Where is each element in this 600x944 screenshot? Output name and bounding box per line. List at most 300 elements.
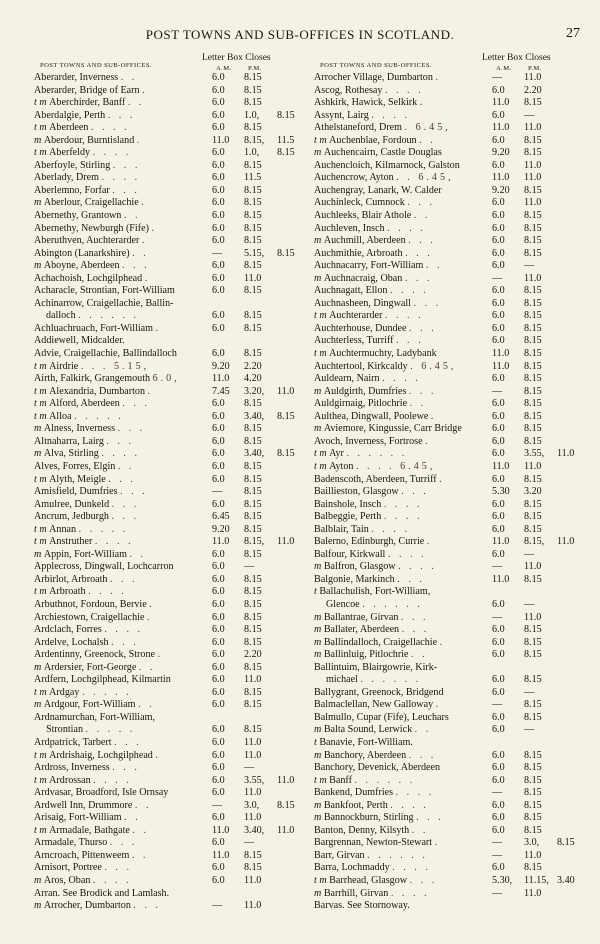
am-closing-time: 6.0 bbox=[492, 322, 505, 334]
leader-dots: . . . . . bbox=[74, 410, 124, 422]
am-closing-time: 6.0 bbox=[492, 134, 505, 146]
pm-closing-time: — bbox=[524, 686, 535, 698]
pm-closing-time: 8.15 bbox=[244, 498, 262, 510]
table-row bbox=[314, 499, 596, 512]
leader-dots: . . bbox=[132, 247, 149, 259]
office-name: Archiestown, Craigellachie bbox=[34, 611, 145, 623]
leader-dots: . bbox=[157, 649, 164, 661]
table-row bbox=[314, 85, 596, 98]
leader-dots: . . . bbox=[397, 573, 425, 585]
office-type-marker: m bbox=[314, 561, 324, 573]
leader-dots: . . . . bbox=[387, 548, 427, 560]
am-closing-time: — bbox=[212, 900, 223, 912]
am-closing-time: — bbox=[492, 611, 503, 623]
office-type-marker: m bbox=[34, 197, 44, 209]
leader-dots: . . bbox=[117, 460, 135, 472]
pm-closing-time: 8.15 bbox=[524, 435, 542, 447]
office-type-marker: m bbox=[314, 235, 324, 247]
leader-dots: . . . . bbox=[383, 511, 423, 523]
pm-closing-time: — bbox=[244, 837, 255, 849]
table-row bbox=[34, 687, 316, 700]
pm-closing-time: 11.0 bbox=[244, 875, 262, 886]
am-closing-time: 5.30 bbox=[492, 486, 510, 498]
pm-closing-time: 8.15 bbox=[524, 511, 542, 523]
am-closing-time: 6.0 bbox=[212, 348, 225, 360]
pm-closing-time: 8.15 bbox=[244, 159, 262, 171]
table-row bbox=[34, 586, 316, 599]
am-closing-time: 6.0 bbox=[212, 762, 225, 774]
leader-dots: . . . bbox=[408, 749, 437, 761]
table-row bbox=[34, 398, 316, 411]
am-closing-time: — bbox=[492, 837, 503, 849]
leader-dots: . . . . bbox=[382, 373, 421, 385]
pm-closing-time: 2.20 bbox=[244, 360, 262, 372]
leader-dots: . bbox=[439, 636, 446, 648]
office-name: Ardclach, Forres bbox=[34, 624, 102, 636]
am-closing-time: 6.0 bbox=[212, 837, 225, 849]
pm-closing-time: 8.15 bbox=[244, 222, 262, 234]
am-closing-time: 6.0 bbox=[212, 272, 225, 284]
pm-closing-time: — bbox=[524, 548, 535, 560]
table-row bbox=[314, 160, 596, 173]
leader-dots: . . . . 6.45, bbox=[355, 460, 436, 472]
office-type-marker: t m bbox=[34, 147, 50, 159]
office-type-marker: t bbox=[314, 736, 320, 748]
office-name: Barvas. See Stornoway. bbox=[314, 900, 410, 912]
office-type-marker: m bbox=[314, 636, 324, 648]
table-row bbox=[314, 850, 596, 863]
office-name: Arrocher, Dumbarton bbox=[43, 900, 131, 912]
office-type-marker: m bbox=[314, 423, 324, 435]
office-name: Auchleeks, Blair Athole bbox=[314, 210, 412, 222]
extra-closing-time: 11.0 bbox=[557, 448, 575, 460]
am-closing-time: 6.0 bbox=[492, 473, 505, 485]
leader-dots: . bbox=[149, 598, 155, 610]
am-closing-time: 6.0 bbox=[492, 197, 505, 209]
table-row bbox=[314, 900, 596, 913]
am-closing-time: 11.0 bbox=[212, 536, 230, 548]
pm-closing-time: 8.15 bbox=[524, 636, 542, 648]
office-type-marker: m bbox=[314, 385, 324, 397]
pm-closing-time: — bbox=[524, 598, 535, 610]
office-name: Advie, Craigellachie, Ballindalloch bbox=[34, 348, 177, 360]
pm-closing-time: — bbox=[524, 109, 535, 121]
office-name: Ballygrant, Greenock, Bridgend bbox=[314, 686, 444, 698]
leader-dots: . . bbox=[127, 97, 145, 109]
extra-closing-time: 11.5 bbox=[277, 134, 295, 146]
pm-closing-time: 8.15 bbox=[524, 398, 542, 410]
am-closing-time: 6.0 bbox=[212, 72, 225, 83]
table-row bbox=[314, 448, 596, 461]
am-closing-time: 6.0 bbox=[212, 674, 225, 686]
office-type-marker: m bbox=[314, 649, 324, 661]
am-closing-time: 6.0 bbox=[492, 824, 505, 836]
am-closing-time: 6.0 bbox=[492, 109, 505, 121]
office-type-marker: t m bbox=[34, 586, 50, 598]
table-row bbox=[34, 273, 316, 286]
am-closing-time: 6.0 bbox=[212, 774, 225, 786]
am-closing-time: 9.20 bbox=[492, 147, 510, 159]
am-closing-time: 6.0 bbox=[212, 159, 225, 171]
am-closing-time: 6.0 bbox=[212, 210, 225, 222]
office-name: Achluachruach, Fort-William bbox=[34, 322, 153, 334]
office-name: Armadale, Bathgate bbox=[49, 824, 130, 836]
table-row bbox=[34, 423, 316, 436]
office-name: Arisaig, Fort-William bbox=[34, 812, 122, 824]
am-closing-time: 11.0 bbox=[492, 573, 510, 585]
pm-closing-time: 11.0 bbox=[524, 197, 542, 209]
table-row bbox=[314, 612, 596, 625]
office-name: Ardrossan bbox=[49, 774, 91, 786]
leader-dots: . . . bbox=[120, 486, 148, 498]
table-row bbox=[314, 888, 596, 901]
table-row bbox=[34, 210, 316, 223]
office-name: Ballantrae, Girvan bbox=[323, 611, 399, 623]
table-row bbox=[314, 486, 596, 499]
am-closing-time: 11.0 bbox=[212, 849, 230, 861]
office-name: Ardross, Inverness bbox=[34, 762, 110, 774]
pm-closing-time: 2.20 bbox=[244, 649, 262, 661]
leader-dots: . . bbox=[134, 799, 152, 811]
leader-dots: . bbox=[430, 410, 437, 422]
left-column bbox=[34, 50, 316, 913]
table-row bbox=[314, 411, 596, 424]
office-name: Auchtertool, Kirkcaldy bbox=[314, 360, 408, 372]
pm-closing-time: 8.15 bbox=[524, 335, 542, 347]
am-closing-time: 6.0 bbox=[212, 285, 225, 297]
table-row bbox=[314, 549, 596, 562]
leader-dots: . . . 5.15, bbox=[80, 360, 150, 372]
pm-closing-time: 5.15, bbox=[244, 247, 265, 259]
pm-closing-time: 11.0 bbox=[524, 159, 542, 171]
table-row bbox=[34, 649, 316, 662]
office-type-marker: m bbox=[34, 875, 44, 886]
office-name: Assynt, Lairg bbox=[314, 109, 369, 121]
table-row bbox=[34, 825, 316, 838]
office-name: Aberlady, Drem bbox=[34, 172, 99, 184]
am-closing-time: 6.0 bbox=[492, 310, 505, 322]
am-closing-time: 6.0 bbox=[492, 260, 505, 272]
office-name: michael bbox=[326, 674, 358, 686]
pm-closing-time: 8.15 bbox=[524, 310, 542, 322]
office-name: Arrocher Village, Dumbarton bbox=[314, 72, 433, 83]
office-name: Auchnacraig, Oban bbox=[323, 272, 403, 284]
table-row bbox=[314, 348, 596, 361]
table-row bbox=[34, 260, 316, 273]
leader-dots: . bbox=[141, 197, 147, 209]
pm-closing-time: — bbox=[524, 260, 535, 272]
office-name: Ardnamurchan, Fort-William, bbox=[34, 711, 155, 723]
office-type-marker: t m bbox=[314, 875, 330, 886]
pm-closing-time: 8.15 bbox=[524, 699, 542, 711]
leader-dots: . . . bbox=[108, 473, 136, 485]
pm-closing-time: 8.15, bbox=[244, 134, 265, 146]
pm-closing-time: 8.15 bbox=[244, 197, 262, 209]
leader-dots: . bbox=[142, 84, 148, 96]
am-closing-time: 6.0 bbox=[212, 222, 225, 234]
am-closing-time: — bbox=[492, 849, 503, 861]
leader-dots: . . . . bbox=[383, 498, 423, 510]
office-name: Abernethy, Newburgh (Fife) bbox=[34, 222, 149, 234]
leader-dots: . . bbox=[419, 134, 436, 146]
leader-dots: . . . . . . bbox=[367, 849, 428, 861]
pm-closing-time: 3.0, bbox=[244, 799, 260, 811]
table-row bbox=[314, 323, 596, 336]
pm-closing-time: 8.15 bbox=[524, 799, 542, 811]
office-name: Athelstaneford, Drem bbox=[314, 122, 403, 134]
extra-closing-time: 11.0 bbox=[277, 774, 295, 786]
office-name: Aboyne, Aberdeen bbox=[43, 260, 120, 272]
office-name: Balerno, Edinburgh, Currie bbox=[314, 536, 425, 548]
table-row bbox=[34, 699, 316, 712]
leader-dots: . bbox=[426, 536, 433, 548]
pm-closing-time: 8.15 bbox=[244, 235, 262, 247]
pm-closing-time: 3.40, bbox=[244, 824, 265, 836]
table-row bbox=[34, 474, 316, 487]
office-type-marker: t m bbox=[314, 310, 330, 322]
pm-closing-time: 8.15 bbox=[244, 699, 262, 711]
table-row bbox=[34, 160, 316, 173]
pm-closing-time: 8.15 bbox=[524, 360, 542, 372]
office-type-marker: t m bbox=[34, 398, 50, 410]
leader-dots: 6.0, bbox=[152, 373, 180, 385]
column-header-left bbox=[34, 50, 316, 72]
am-closing-time: 6.0 bbox=[212, 573, 225, 585]
leader-dots: . bbox=[435, 699, 442, 711]
table-row bbox=[314, 724, 596, 737]
office-name: Ardgour, Fort-William bbox=[43, 699, 136, 711]
office-name: Banton, Denny, Kilsyth bbox=[314, 824, 410, 836]
office-name: Balgonie, Markinch bbox=[314, 573, 395, 585]
office-name: Auchencairn, Castle Douglas bbox=[323, 147, 442, 159]
office-type-marker: t m bbox=[34, 97, 50, 109]
office-name: Alford, Aberdeen bbox=[49, 398, 120, 410]
office-name: Balta Sound, Lerwick bbox=[323, 724, 413, 736]
pm-closing-time: 8.15 bbox=[524, 348, 542, 360]
am-closing-time: 6.0 bbox=[212, 97, 225, 109]
office-type-marker: m bbox=[34, 260, 44, 272]
leader-dots: . bbox=[439, 473, 445, 485]
pm-closing-time: 8.15 bbox=[524, 573, 542, 585]
office-type-marker: t m bbox=[34, 536, 50, 548]
am-closing-time: 6.0 bbox=[492, 686, 505, 698]
office-name: Arncroach, Pittenweem bbox=[34, 849, 130, 861]
table-row bbox=[34, 524, 316, 537]
pm-closing-time: 8.15 bbox=[244, 210, 262, 222]
leader-dots: . . . bbox=[112, 184, 140, 196]
am-closing-time: 6.0 bbox=[492, 523, 505, 535]
pm-closing-time: 8.15 bbox=[524, 862, 542, 874]
pm-closing-time: 8.15 bbox=[244, 348, 262, 360]
pm-closing-time: 8.15 bbox=[524, 385, 542, 397]
leader-dots: . . . . bbox=[104, 624, 144, 636]
table-row bbox=[34, 724, 316, 737]
leader-dots: . . . . bbox=[92, 875, 132, 886]
office-name: Alva, Stirling bbox=[43, 448, 99, 460]
am-closing-time: 11.0 bbox=[492, 122, 510, 134]
leader-dots: . . . . bbox=[384, 310, 424, 322]
leader-dots: . . . bbox=[404, 272, 433, 284]
am-closing-time: 6.0 bbox=[492, 624, 505, 636]
am-closing-time: 6.0 bbox=[492, 398, 505, 410]
table-row bbox=[34, 900, 316, 913]
leader-dots: . . . bbox=[408, 235, 436, 247]
office-name: Baillieston, Glasgow bbox=[314, 486, 399, 498]
office-name: Bainshole, Insch bbox=[314, 498, 382, 510]
table-row bbox=[314, 235, 596, 248]
pm-closing-time: 8.15 bbox=[244, 573, 262, 585]
am-closing-time: 6.0 bbox=[212, 310, 225, 322]
am-closing-time: — bbox=[492, 699, 503, 711]
office-type-marker: t m bbox=[34, 824, 50, 836]
office-type-marker: t m bbox=[34, 385, 50, 397]
table-row bbox=[314, 110, 596, 123]
pm-closing-time: 3.40, bbox=[244, 448, 265, 460]
office-name: Aberarder, Bridge of Earn bbox=[34, 84, 140, 96]
office-type-marker: m bbox=[314, 724, 324, 736]
leader-dots: . . . . bbox=[93, 774, 132, 786]
table-row bbox=[34, 612, 316, 625]
am-closing-time: 11.0 bbox=[212, 134, 230, 146]
office-name: Arnisort, Portree bbox=[34, 862, 102, 874]
office-name: Barra, Lochmaddy bbox=[314, 862, 390, 874]
leader-dots: . . . bbox=[122, 398, 150, 410]
am-closing-time: — bbox=[212, 799, 223, 811]
office-name: Ardpatrick, Tarbert bbox=[34, 736, 112, 748]
office-type-marker: m bbox=[34, 134, 44, 146]
table-row bbox=[34, 875, 316, 888]
leader-dots: . . . . bbox=[101, 172, 141, 184]
extra-closing-time: 8.15 bbox=[557, 837, 575, 849]
pm-closing-time: 8.15 bbox=[524, 711, 542, 723]
right-entry-list bbox=[314, 72, 596, 913]
pm-closing-time: — bbox=[244, 762, 255, 774]
am-closing-time: 9.20 bbox=[492, 184, 510, 196]
leader-dots: . . . . bbox=[94, 536, 134, 548]
office-name: Aviemore, Kingussie, Carr Bridge bbox=[323, 423, 462, 435]
office-name: Aberdour, Burntisland bbox=[43, 134, 135, 146]
office-name: Auchleven, Insch bbox=[314, 222, 385, 234]
pm-closing-time: 8.15 bbox=[524, 674, 542, 686]
table-row bbox=[34, 235, 316, 248]
office-name: Auchengray, Lanark, W. Calder bbox=[314, 184, 442, 196]
am-closing-time: 6.0 bbox=[212, 410, 225, 422]
office-type-marker: m bbox=[314, 812, 324, 824]
office-name: Ashkirk, Hawick, Selkirk bbox=[314, 97, 418, 109]
table-row bbox=[314, 875, 596, 888]
leader-dots: . 6.45, bbox=[404, 122, 451, 134]
office-name: Aberlemno, Forfar bbox=[34, 184, 110, 196]
am-closing-time: — bbox=[212, 247, 223, 259]
column-label-am: A.M. bbox=[496, 65, 512, 72]
am-closing-time: — bbox=[492, 561, 503, 573]
office-name: Aberfeldy bbox=[49, 147, 91, 159]
pm-closing-time: 8.15 bbox=[524, 749, 542, 761]
pm-closing-time: 8.15 bbox=[244, 548, 262, 560]
office-name: Bargrennan, Newton-Stewart bbox=[314, 837, 433, 849]
am-closing-time: 6.0 bbox=[492, 762, 505, 774]
column-label-letter-box: Letter Box Closes bbox=[202, 53, 271, 63]
pm-closing-time: 8.15 bbox=[244, 598, 262, 610]
table-row bbox=[314, 737, 596, 750]
pm-closing-time: 8.15 bbox=[244, 260, 262, 272]
leader-dots: . . . . bbox=[392, 862, 431, 874]
am-closing-time: 9.20 bbox=[212, 523, 230, 535]
column-label-letter-box: Letter Box Closes bbox=[482, 53, 551, 63]
table-row bbox=[314, 712, 596, 725]
pm-closing-time: 8.15 bbox=[244, 862, 262, 874]
leader-dots: . . . . bbox=[92, 147, 132, 159]
am-closing-time: 6.0 bbox=[212, 84, 225, 96]
pm-closing-time: 8.15 bbox=[244, 686, 262, 698]
table-row bbox=[314, 260, 596, 273]
am-closing-time: 6.0 bbox=[492, 410, 505, 422]
table-row bbox=[314, 649, 596, 662]
leader-dots: . bbox=[136, 134, 143, 146]
extra-closing-time: 8.15 bbox=[277, 247, 295, 259]
table-row bbox=[34, 448, 316, 461]
am-closing-time: 6.0 bbox=[492, 285, 505, 297]
am-closing-time: 6.0 bbox=[492, 373, 505, 385]
pm-closing-time: 8.15, bbox=[244, 536, 265, 548]
leader-dots: . . . bbox=[114, 736, 142, 748]
leader-dots: . . . . bbox=[371, 523, 410, 535]
office-type-marker: m bbox=[34, 699, 44, 711]
pm-closing-time: 8.15 bbox=[524, 649, 542, 661]
pm-closing-time: 11.0 bbox=[244, 674, 262, 686]
table-row bbox=[314, 775, 596, 788]
extra-closing-time: 8.15 bbox=[277, 448, 295, 460]
office-type-marker: t m bbox=[314, 448, 330, 460]
table-row bbox=[314, 361, 596, 374]
office-type-marker: m bbox=[314, 147, 324, 159]
table-row bbox=[314, 197, 596, 210]
am-closing-time: — bbox=[492, 887, 503, 899]
am-closing-time: 6.0 bbox=[492, 235, 505, 247]
pm-closing-time: 11.0 bbox=[524, 460, 542, 472]
am-closing-time: 6.0 bbox=[212, 699, 225, 711]
table-row bbox=[34, 197, 316, 210]
table-row bbox=[314, 373, 596, 386]
table-row bbox=[34, 536, 316, 549]
office-type-marker: t m bbox=[34, 410, 50, 422]
office-name: Aros, Oban bbox=[43, 875, 91, 886]
office-name: Arbroath bbox=[49, 586, 86, 598]
table-row bbox=[314, 273, 596, 286]
pm-closing-time: 11.0 bbox=[524, 272, 542, 284]
extra-closing-time: 3.40 bbox=[557, 875, 575, 886]
pm-closing-time: — bbox=[244, 561, 255, 573]
am-closing-time: 6.0 bbox=[212, 862, 225, 874]
pm-closing-time: 3.55, bbox=[524, 448, 545, 460]
pm-closing-time: 11.0 bbox=[244, 736, 262, 748]
am-closing-time: 6.0 bbox=[212, 787, 225, 799]
pm-closing-time: 3.40, bbox=[244, 410, 265, 422]
leader-dots: . . . bbox=[111, 636, 139, 648]
table-row bbox=[314, 398, 596, 411]
office-name: Auchterhouse, Dundee bbox=[314, 322, 407, 334]
table-row bbox=[34, 361, 316, 374]
office-name: Auchterarder bbox=[329, 310, 383, 322]
office-name: Addiewell, Midcalder. bbox=[34, 335, 125, 347]
pm-closing-time: 8.15 bbox=[524, 134, 542, 146]
table-row bbox=[34, 888, 316, 901]
pm-closing-time: 3.55, bbox=[244, 774, 265, 786]
am-closing-time: — bbox=[492, 72, 503, 83]
table-row bbox=[314, 524, 596, 537]
extra-closing-time: 8.15 bbox=[277, 147, 295, 159]
am-closing-time: 6.0 bbox=[492, 711, 505, 723]
